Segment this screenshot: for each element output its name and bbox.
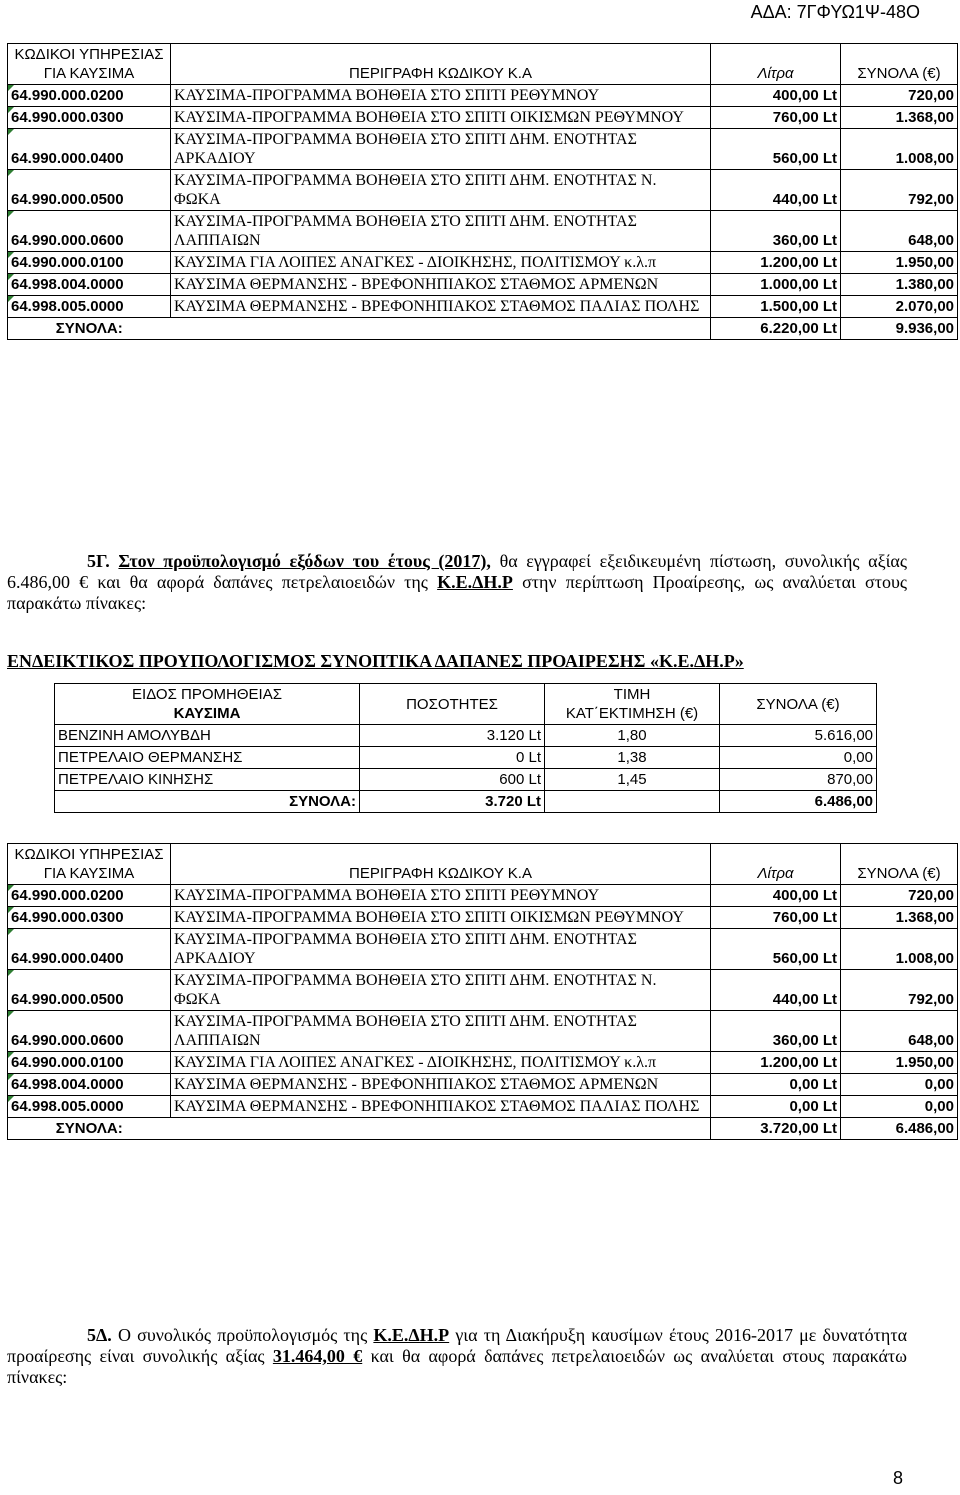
code-description: ΚΑΥΣΙΜΑ-ΠΡΟΓΡΑΜΜΑ ΒΟΗΘΕΙΑ ΣΤΟ ΣΠΙΤΙ ΔΗΜ. ΕΝΟΤΗΤΑΣ ΑΡΚΑΔΙΟΥ xyxy=(171,929,711,970)
summary-header-item-line1: ΕΙΔΟΣ ΠΡΟΜΗΘΕΙΑΣ xyxy=(132,686,282,703)
header-description: ΠΕΡΙΓΡΑΦΗ ΚΩΔΙΚΟΥ Κ.Α xyxy=(171,44,711,85)
table-row xyxy=(8,274,958,296)
totals-liters: 3.720,00 Lt xyxy=(711,1118,841,1140)
fuel-type: ΠΕΤΡΕΛΑΙΟ ΘΕΡΜΑΝΣΗΣ xyxy=(55,747,360,769)
paragraph-text: Ο συνολικός προϋπολογισμός της xyxy=(111,1325,374,1345)
table-header-row xyxy=(8,844,958,885)
quantity: 3.120 Lt xyxy=(360,725,545,747)
liters-value: 0,00 Lt xyxy=(711,1074,841,1096)
budget-year-phrase: Στον προϋπολογισμό εξόδων του έτους (2017), xyxy=(118,551,491,571)
totals-liters: 6.220,00 Lt xyxy=(711,318,841,340)
liters-value: 1.200,00 Lt xyxy=(711,1052,841,1074)
summary-row xyxy=(55,725,877,747)
total-value: 0,00 xyxy=(841,1096,958,1118)
liters-value: 440,00 Lt xyxy=(711,170,841,211)
summary-header-row xyxy=(55,684,877,725)
organization-name: Κ.Ε.ΔΗ.Ρ xyxy=(437,572,513,592)
fuel-type: ΠΕΤΡΕΛΑΙΟ ΚΙΝΗΣΗΣ xyxy=(55,769,360,791)
summary-header-price xyxy=(545,684,720,725)
paragraph-5d xyxy=(7,1325,907,1388)
fuel-type: ΒΕΝΖΙΝΗ ΑΜΟΛΥΒΔΗ xyxy=(55,725,360,747)
code-description: ΚΑΥΣΙΜΑ-ΠΡΟΓΡΑΜΜΑ ΒΟΗΘΕΙΑ ΣΤΟ ΣΠΙΤΙ ΡΕΘΥΜΝΟΥ xyxy=(171,85,711,107)
table-row xyxy=(8,129,958,170)
account-code: 64.990.000.0500 xyxy=(8,970,171,1011)
summary-totals-amount: 6.486,00 xyxy=(720,791,877,813)
account-code: 64.990.000.0100 xyxy=(8,1052,171,1074)
liters-value: 360,00 Lt xyxy=(711,1011,841,1052)
totals-label: ΣΥΝΟΛΑ: xyxy=(8,1118,171,1140)
total-value: 2.070,00 xyxy=(841,296,958,318)
code-description: ΚΑΥΣΙΜΑ ΘΕΡΜΑΝΣΗΣ - ΒΡΕΦΟΝΗΠΙΑΚΟΣ ΣΤΑΘΜΟΣ ΑΡΜΕΝΩΝ xyxy=(171,1074,711,1096)
summary-header-qty: ΠΟΣΟΤΗΤΕΣ xyxy=(360,684,545,725)
fuel-codes-table-2 xyxy=(7,843,958,1140)
total-value: 1.008,00 xyxy=(841,929,958,970)
liters-value: 560,00 Lt xyxy=(711,129,841,170)
total-value: 720,00 xyxy=(841,85,958,107)
account-code: 64.990.000.0200 xyxy=(8,885,171,907)
code-description: ΚΑΥΣΙΜΑ-ΠΡΟΓΡΑΜΜΑ ΒΟΗΘΕΙΑ ΣΤΟ ΣΠΙΤΙ ΔΗΜ. ΕΝΟΤΗΤΑΣ ΑΡΚΑΔΙΟΥ xyxy=(171,129,711,170)
liters-value: 760,00 Lt xyxy=(711,107,841,129)
total-value: 648,00 xyxy=(841,1011,958,1052)
totals-label: ΣΥΝΟΛΑ: xyxy=(8,318,171,340)
row-total: 5.616,00 xyxy=(720,725,877,747)
total-value: 648,00 xyxy=(841,211,958,252)
liters-value: 360,00 Lt xyxy=(711,211,841,252)
totals-spacer xyxy=(171,318,711,340)
code-description: ΚΑΥΣΙΜΑ-ΠΡΟΓΡΑΜΜΑ ΒΟΗΘΕΙΑ ΣΤΟ ΣΠΙΤΙ ΔΗΜ. ΕΝΟΤΗΤΑΣ ΛΑΠΠΑΙΩΝ xyxy=(171,1011,711,1052)
summary-table xyxy=(54,683,877,813)
header-codes: ΚΩΔΙΚΟΙ ΥΠΗΡΕΣΙΑΣ ΓΙΑ ΚΑΥΣΙΜΑ xyxy=(8,44,171,85)
total-value: 792,00 xyxy=(841,970,958,1011)
ada-reference: ΑΔΑ: 7ΓΦΥΩ1Ψ-48Ο xyxy=(750,2,920,22)
summary-row xyxy=(55,747,877,769)
account-code: 64.990.000.0400 xyxy=(8,929,171,970)
account-code: 64.990.000.0500 xyxy=(8,170,171,211)
code-description: ΚΑΥΣΙΜΑ-ΠΡΟΓΡΑΜΜΑ ΒΟΗΘΕΙΑ ΣΤΟ ΣΠΙΤΙ ΟΙΚΙΣΜΩΝ ΡΕΘΥΜΝΟΥ xyxy=(171,107,711,129)
summary-totals-row xyxy=(55,791,877,813)
code-description: ΚΑΥΣΙΜΑ-ΠΡΟΓΡΑΜΜΑ ΒΟΗΘΕΙΑ ΣΤΟ ΣΠΙΤΙ ΔΗΜ. ΕΝΟΤΗΤΑΣ ΛΑΠΠΑΙΩΝ xyxy=(171,211,711,252)
table-row xyxy=(8,170,958,211)
totals-row xyxy=(8,318,958,340)
account-code: 64.990.000.0300 xyxy=(8,907,171,929)
account-code: 64.990.000.0400 xyxy=(8,129,171,170)
code-description: ΚΑΥΣΙΜΑ ΓΙΑ ΛΟΙΠΕΣ ΑΝΑΓΚΕΣ - ΔΙΟΙΚΗΣΗΣ, ΠΟΛΙΤΙΣΜΟΥ κ.λ.π xyxy=(171,252,711,274)
totals-row xyxy=(8,1118,958,1140)
code-description: ΚΑΥΣΙΜΑ-ΠΡΟΓΡΑΜΜΑ ΒΟΗΘΕΙΑ ΣΤΟ ΣΠΙΤΙ ΡΕΘΥΜΝΟΥ xyxy=(171,885,711,907)
code-description: ΚΑΥΣΙΜΑ ΘΕΡΜΑΝΣΗΣ - ΒΡΕΦΟΝΗΠΙΑΚΟΣ ΣΤΑΘΜΟΣ ΠΑΛΙΑΣ ΠΟΛΗΣ xyxy=(171,1096,711,1118)
summary-header-price-line2: ΚΑΤ΄ΕΚΤΙΜΗΣΗ (€) xyxy=(565,705,699,722)
liters-value: 1.000,00 Lt xyxy=(711,274,841,296)
liters-value: 0,00 Lt xyxy=(711,1096,841,1118)
table-header-row xyxy=(8,44,958,85)
liters-value: 400,00 Lt xyxy=(711,85,841,107)
page-number: 8 xyxy=(893,1468,904,1488)
paragraph-label: 5Γ. xyxy=(87,551,110,571)
total-value: 0,00 xyxy=(841,1074,958,1096)
organization-name: Κ.Ε.ΔΗ.Ρ xyxy=(373,1325,450,1345)
quantity: 0 Lt xyxy=(360,747,545,769)
total-value: 1.380,00 xyxy=(841,274,958,296)
total-value: 792,00 xyxy=(841,170,958,211)
table-row xyxy=(8,296,958,318)
totals-amount: 6.486,00 xyxy=(841,1118,958,1140)
account-code: 64.998.004.0000 xyxy=(8,274,171,296)
table-row xyxy=(8,885,958,907)
table-row xyxy=(8,252,958,274)
code-description: ΚΑΥΣΙΜΑ-ΠΡΟΓΡΑΜΜΑ ΒΟΗΘΕΙΑ ΣΤΟ ΣΠΙΤΙ ΟΙΚΙΣΜΩΝ ΡΕΘΥΜΝΟΥ xyxy=(171,907,711,929)
summary-header-item-line2: ΚΑΥΣΙΜΑ xyxy=(173,705,241,722)
table-row xyxy=(8,929,958,970)
header-totals: ΣΥΝΟΛΑ (€) xyxy=(841,44,958,85)
header-liters: Λίτρα xyxy=(711,844,841,885)
account-code: 64.998.004.0000 xyxy=(8,1074,171,1096)
code-description: ΚΑΥΣΙΜΑ ΘΕΡΜΑΝΣΗΣ - ΒΡΕΦΟΝΗΠΙΑΚΟΣ ΣΤΑΘΜΟΣ ΑΡΜΕΝΩΝ xyxy=(171,274,711,296)
paragraph-text-3: και θα αφορά δαπάνες πετρελαιοειδών ως αναλύεται στους παρακάτω πίνακες: xyxy=(7,1346,908,1387)
table-row xyxy=(8,1052,958,1074)
total-value: 1.368,00 xyxy=(841,907,958,929)
summary-totals-qty: 3.720 Lt xyxy=(360,791,545,813)
account-code: 64.998.005.0000 xyxy=(8,1096,171,1118)
fuel-codes-table-1 xyxy=(7,43,958,340)
account-code: 64.990.000.0100 xyxy=(8,252,171,274)
paragraph-text-2: για τη Διακήρυξη καυσίμων έτους 2016-2017 με δυνατότητα προαίρεσης είναι συνολικής αξίας xyxy=(7,1325,907,1366)
summary-header-item xyxy=(55,684,360,725)
summary-totals-spacer xyxy=(545,791,720,813)
liters-value: 1.500,00 Lt xyxy=(711,296,841,318)
account-code: 64.990.000.0200 xyxy=(8,85,171,107)
quantity: 600 Lt xyxy=(360,769,545,791)
row-total: 870,00 xyxy=(720,769,877,791)
total-value: 1.950,00 xyxy=(841,252,958,274)
table-row xyxy=(8,107,958,129)
code-description: ΚΑΥΣΙΜΑ-ΠΡΟΓΡΑΜΜΑ ΒΟΗΘΕΙΑ ΣΤΟ ΣΠΙΤΙ ΔΗΜ. ΕΝΟΤΗΤΑΣ Ν. ΦΩΚΑ xyxy=(171,170,711,211)
header-totals: ΣΥΝΟΛΑ (€) xyxy=(841,844,958,885)
liters-value: 400,00 Lt xyxy=(711,885,841,907)
table-row xyxy=(8,970,958,1011)
paragraph-text: θα εγγραφεί εξειδικευμένη πίστωση, συνολικής αξίας 6.486,00 € και θα αφορά δαπάνες πετρελαιοειδών της xyxy=(7,551,907,592)
liters-value: 440,00 Lt xyxy=(711,970,841,1011)
liters-value: 1.200,00 Lt xyxy=(711,252,841,274)
summary-totals-label: ΣΥΝΟΛΑ: xyxy=(55,791,360,813)
total-value: 1.368,00 xyxy=(841,107,958,129)
total-amount: 31.464,00 € xyxy=(272,1346,363,1366)
summary-heading: ΕΝΔΕΙΚΤΙΚΟΣ ΠΡΟΥΠΟΛΟΓΙΣΜΟΣ ΣΥΝΟΠΤΙΚΑ ΔΑΠΑΝΕΣ ΠΡΟΑΙΡΕΣΗΣ «Κ.Ε.ΔΗ.Ρ» xyxy=(7,651,744,671)
total-value: 720,00 xyxy=(841,885,958,907)
unit-price: 1,45 xyxy=(545,769,720,791)
unit-price: 1,80 xyxy=(545,725,720,747)
table-row xyxy=(8,907,958,929)
summary-row xyxy=(55,769,877,791)
table-row xyxy=(8,211,958,252)
total-value: 1.950,00 xyxy=(841,1052,958,1074)
table-row xyxy=(8,1011,958,1052)
header-liters: Λίτρα xyxy=(711,44,841,85)
table-row xyxy=(8,85,958,107)
paragraph-5g xyxy=(7,551,907,614)
table-row xyxy=(8,1074,958,1096)
total-value: 1.008,00 xyxy=(841,129,958,170)
header-codes: ΚΩΔΙΚΟΙ ΥΠΗΡΕΣΙΑΣ ΓΙΑ ΚΑΥΣΙΜΑ xyxy=(8,844,171,885)
code-description: ΚΑΥΣΙΜΑ ΓΙΑ ΛΟΙΠΕΣ ΑΝΑΓΚΕΣ - ΔΙΟΙΚΗΣΗΣ, ΠΟΛΙΤΙΣΜΟΥ κ.λ.π xyxy=(171,1052,711,1074)
row-total: 0,00 xyxy=(720,747,877,769)
code-description: ΚΑΥΣΙΜΑ-ΠΡΟΓΡΑΜΜΑ ΒΟΗΘΕΙΑ ΣΤΟ ΣΠΙΤΙ ΔΗΜ. ΕΝΟΤΗΤΑΣ Ν. ΦΩΚΑ xyxy=(171,970,711,1011)
summary-header-total: ΣΥΝΟΛΑ (€) xyxy=(720,684,877,725)
unit-price: 1,38 xyxy=(545,747,720,769)
header-description: ΠΕΡΙΓΡΑΦΗ ΚΩΔΙΚΟΥ Κ.Α xyxy=(171,844,711,885)
table-row xyxy=(8,1096,958,1118)
paragraph-text-2: στην περίπτωση Προαίρεσης, ως αναλύεται στους παρακάτω πίνακες: xyxy=(7,572,908,613)
account-code: 64.990.000.0300 xyxy=(8,107,171,129)
account-code: 64.998.005.0000 xyxy=(8,296,171,318)
summary-header-price-line1: ΤΙΜΗ xyxy=(613,686,651,703)
account-code: 64.990.000.0600 xyxy=(8,1011,171,1052)
liters-value: 560,00 Lt xyxy=(711,929,841,970)
totals-spacer xyxy=(171,1118,711,1140)
code-description: ΚΑΥΣΙΜΑ ΘΕΡΜΑΝΣΗΣ - ΒΡΕΦΟΝΗΠΙΑΚΟΣ ΣΤΑΘΜΟΣ ΠΑΛΙΑΣ ΠΟΛΗΣ xyxy=(171,296,711,318)
account-code: 64.990.000.0600 xyxy=(8,211,171,252)
totals-amount: 9.936,00 xyxy=(841,318,958,340)
liters-value: 760,00 Lt xyxy=(711,907,841,929)
paragraph-label: 5Δ. xyxy=(87,1325,112,1345)
